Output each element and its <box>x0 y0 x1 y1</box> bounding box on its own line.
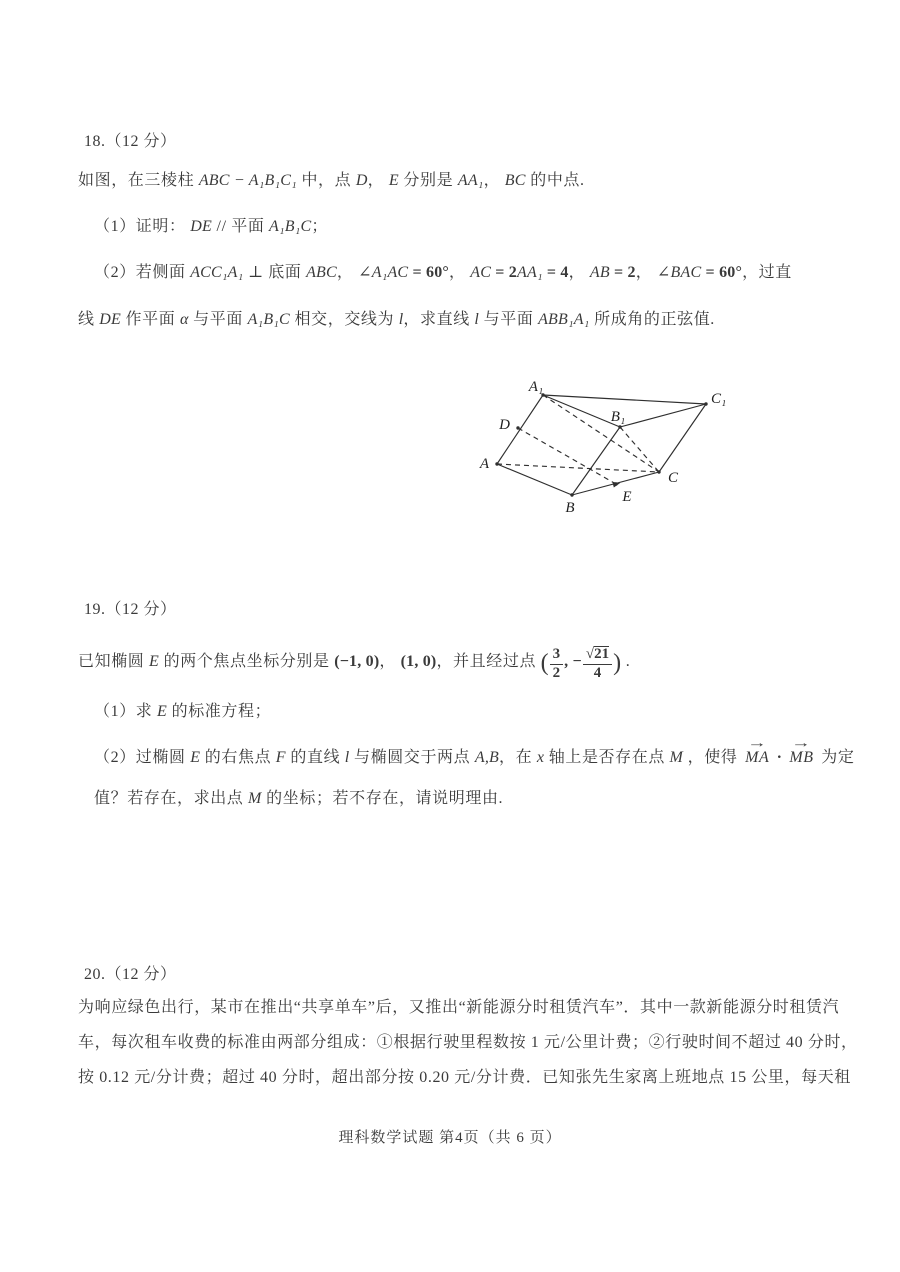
q20-body-line3: 按 0.12 元/分计费；超过 40 分时，超出部分按 0.20 元/分计费．已知张先生家离上班地点 15 公里，每天租 <box>78 1069 851 1086</box>
page-footer: 理科数学试题 第4页（共 6 页） <box>338 1130 562 1146</box>
prism-figure <box>458 367 738 532</box>
question-20-number: 20.（12 分） <box>84 966 177 983</box>
svg-text:C₁: C₁ <box>711 391 727 407</box>
q18-part1-line: （1）证明： DE // 平面 A₁B₁C； <box>94 218 328 235</box>
q18-intro-line: 如图，在三棱柱 ABC − A₁B₁C₁ 中，点 D， E 分别是 AA₁， BC 的中点. <box>78 172 585 189</box>
svg-text:D: D <box>499 417 510 433</box>
svg-text:B: B <box>565 500 575 516</box>
svg-text:B₁: B₁ <box>610 409 626 425</box>
q19-part2-line2: 值？若存在，求出点 M 的坐标；若不存在，请说明理由. <box>94 790 504 807</box>
prism-figure-container <box>458 367 738 532</box>
question-19-number: 19.（12 分） <box>84 601 177 618</box>
q18-part2-line2: 线 DE 作平面 α 与平面 A₁B₁C 相交，交线为 l，求直线 l 与平面 ABB₁A₁ 所成角的正弦值. <box>78 311 715 328</box>
svg-text:E: E <box>622 489 632 505</box>
q18-part2-line1: （2）若侧面 ACC₁A₁ ⊥ 底面 ABC， ∠A₁AC = 60°， AC = 2AA₁ = 4， AB = 2， ∠BAC = 60°，过直 <box>94 264 792 281</box>
q20-body-line1: 为响应绿色出行，某市在推出“共享单车”后，又推出“新能源分时租赁汽车”．其中一款新能源分时租赁汽 <box>78 999 840 1016</box>
q19-part2-line1: （2）过椭圆 E 的右焦点 F 的直线 l 与椭圆交于两点 A,B，在 x 轴上是否存在点 M ，使得 → MA · → MB 为定 <box>94 734 855 766</box>
svg-text:C: C <box>668 470 679 486</box>
q20-body-line2: 车，每次租车收费的标准由两部分组成：①根据行驶里程数按 1 元/公里计费；②行驶时间不超过 40 分时， <box>78 1034 858 1051</box>
svg-text:A₁: A₁ <box>528 379 544 395</box>
question-18-number: 18.（12 分） <box>84 133 177 150</box>
q19-intro-line: 已知椭圆 E 的两个焦点坐标分别是 (−1, 0)， (1, 0)，并且经过点 ( $\frac{3}{2}$ , − $\frac{√21}{4}$ ) . <box>78 646 631 681</box>
svg-text:A: A <box>479 456 489 472</box>
q19-part1-line: （1）求 E 的标准方程； <box>94 703 272 720</box>
